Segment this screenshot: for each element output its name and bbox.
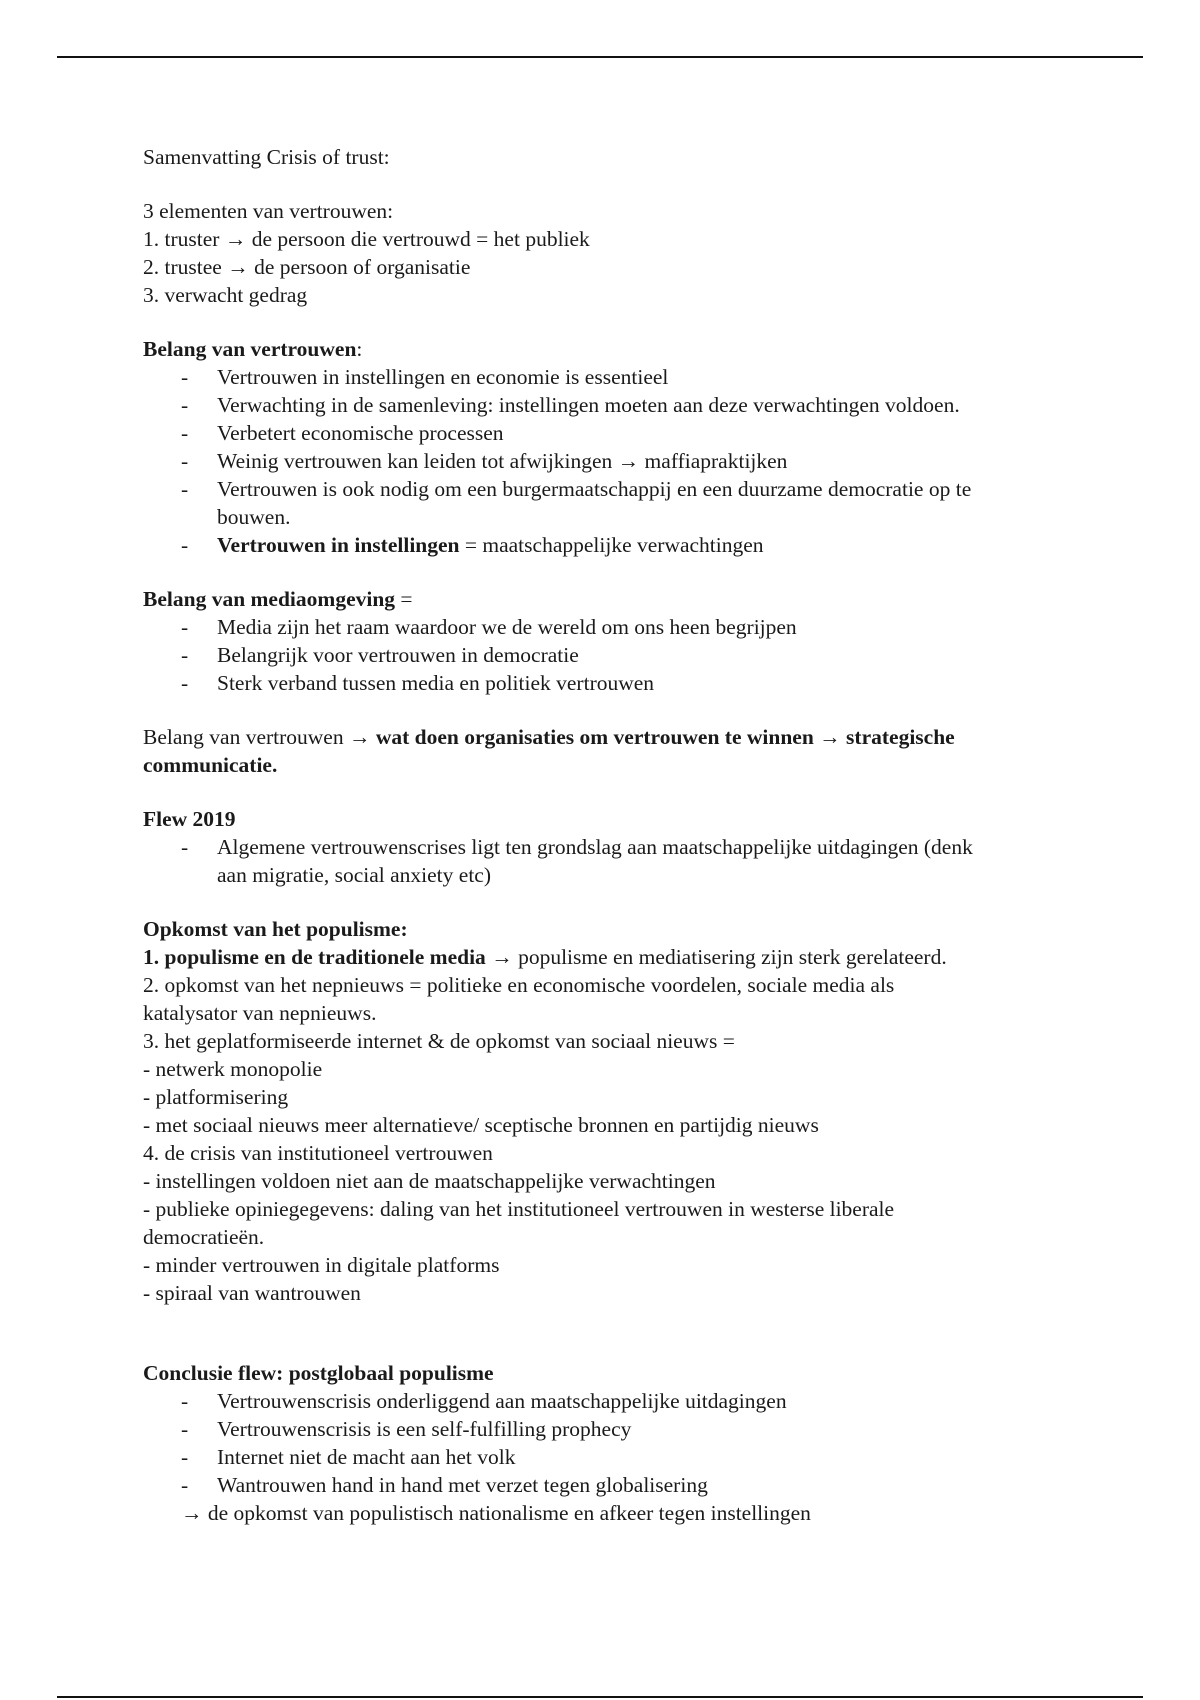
list-item: - Media zijn het raam waardoor we de wereld om ons heen begrijpen [181, 615, 797, 639]
populisme-subpoint: - platformisering [143, 1085, 289, 1109]
list-item: - Vertrouwen is ook nodig om een burgermaatschappij en een duurzame democratie op te bouwen. [181, 477, 972, 529]
section-heading: Opkomst van het populisme: [143, 917, 408, 941]
list-item: - Vertrouwen in instellingen = maatschappelijke verwachtingen [181, 533, 764, 557]
header-rule [57, 56, 1143, 58]
populisme-subpoint: - publieke opiniegegevens: daling van het institutioneel vertrouwen in westerse liberale democratieën. [143, 1197, 895, 1249]
document-body [143, 143, 1063, 1527]
conclusion-result: → de opkomst van populistisch nationalisme en afkeer tegen instellingen [181, 1501, 811, 1525]
list-item: - Sterk verband tussen media en politiek vertrouwen [181, 671, 655, 695]
element-item: 3. verwacht gedrag [143, 283, 308, 307]
populisme-subpoint: - spiraal van wantrouwen [143, 1281, 361, 1305]
element-item: 2. trustee → de persoon of organisatie [143, 255, 471, 279]
populisme-point: 4. de crisis van institutioneel vertrouwen [143, 1141, 493, 1165]
bullet-list [143, 363, 1063, 559]
list-item: - Weinig vertrouwen kan leiden tot afwijkingen → maffiapraktijken [181, 449, 788, 473]
section-heading: Conclusie flew: postglobaal populisme [143, 1361, 494, 1385]
list-item: - Wantrouwen hand in hand met verzet tegen globalisering [181, 1473, 708, 1497]
arrow-icon: → [819, 725, 841, 749]
populisme-subpoint: - minder vertrouwen in digitale platforms [143, 1253, 500, 1277]
populisme-subpoint: - instellingen voldoen niet aan de maatschappelijke verwachtingen [143, 1169, 716, 1193]
strategic-paragraph: Belang van vertrouwen → wat doen organisaties om vertrouwen te winnen → strategische communicatie. [143, 725, 955, 777]
list-item: - Verwachting in de samenleving: instellingen moeten aan deze verwachtingen voldoen. [181, 393, 960, 417]
arrow-icon: → [227, 255, 249, 279]
document-title: Samenvatting Crisis of trust: [143, 145, 390, 169]
populisme-subpoint: - met sociaal nieuws meer alternatieve/ sceptische bronnen en partijdig nieuws [143, 1113, 819, 1137]
list-item: - Vertrouwen in instellingen en economie is essentieel [181, 365, 669, 389]
populisme-point: 1. populisme en de traditionele media → populisme en mediatisering zijn sterk gerelateerd. [143, 945, 947, 969]
bullet-list [143, 613, 1063, 697]
list-item: - Internet niet de macht aan het volk [181, 1445, 516, 1469]
bullet-list [143, 1387, 1063, 1499]
arrow-icon: → [181, 1501, 203, 1525]
list-item: - Vertrouwenscrisis onderliggend aan maatschappelijke uitdagingen [181, 1389, 787, 1413]
populisme-subpoint: - netwerk monopolie [143, 1057, 323, 1081]
footer-rule [57, 1696, 1143, 1698]
list-item: - Belangrijk voor vertrouwen in democratie [181, 643, 579, 667]
bullet-list [143, 833, 1063, 889]
list-item: - Vertrouwenscrisis is een self-fulfilling prophecy [181, 1417, 632, 1441]
arrow-icon: → [224, 227, 247, 251]
populisme-point: 2. opkomst van het nepnieuws = politieke en economische voordelen, sociale media als katalysator van nepnieuws. [143, 973, 895, 1025]
elements-heading: 3 elementen van vertrouwen: [143, 199, 394, 223]
populisme-point: 3. het geplatformiseerde internet & de opkomst van sociaal nieuws = [143, 1029, 735, 1053]
arrow-icon: → [348, 725, 371, 749]
arrow-icon: → [485, 945, 513, 969]
section-heading: Belang van vertrouwen: [143, 337, 363, 361]
list-item: - Algemene vertrouwenscrises ligt ten grondslag aan maatschappelijke uitdagingen (denk aan migratie, social anxiety etc) [181, 835, 973, 887]
section-heading: Flew 2019 [143, 807, 236, 831]
element-item: 1. truster → de persoon die vertrouwd = het publiek [143, 227, 590, 251]
list-item: - Verbetert economische processen [181, 421, 504, 445]
section-heading: Belang van mediaomgeving = [143, 587, 413, 611]
